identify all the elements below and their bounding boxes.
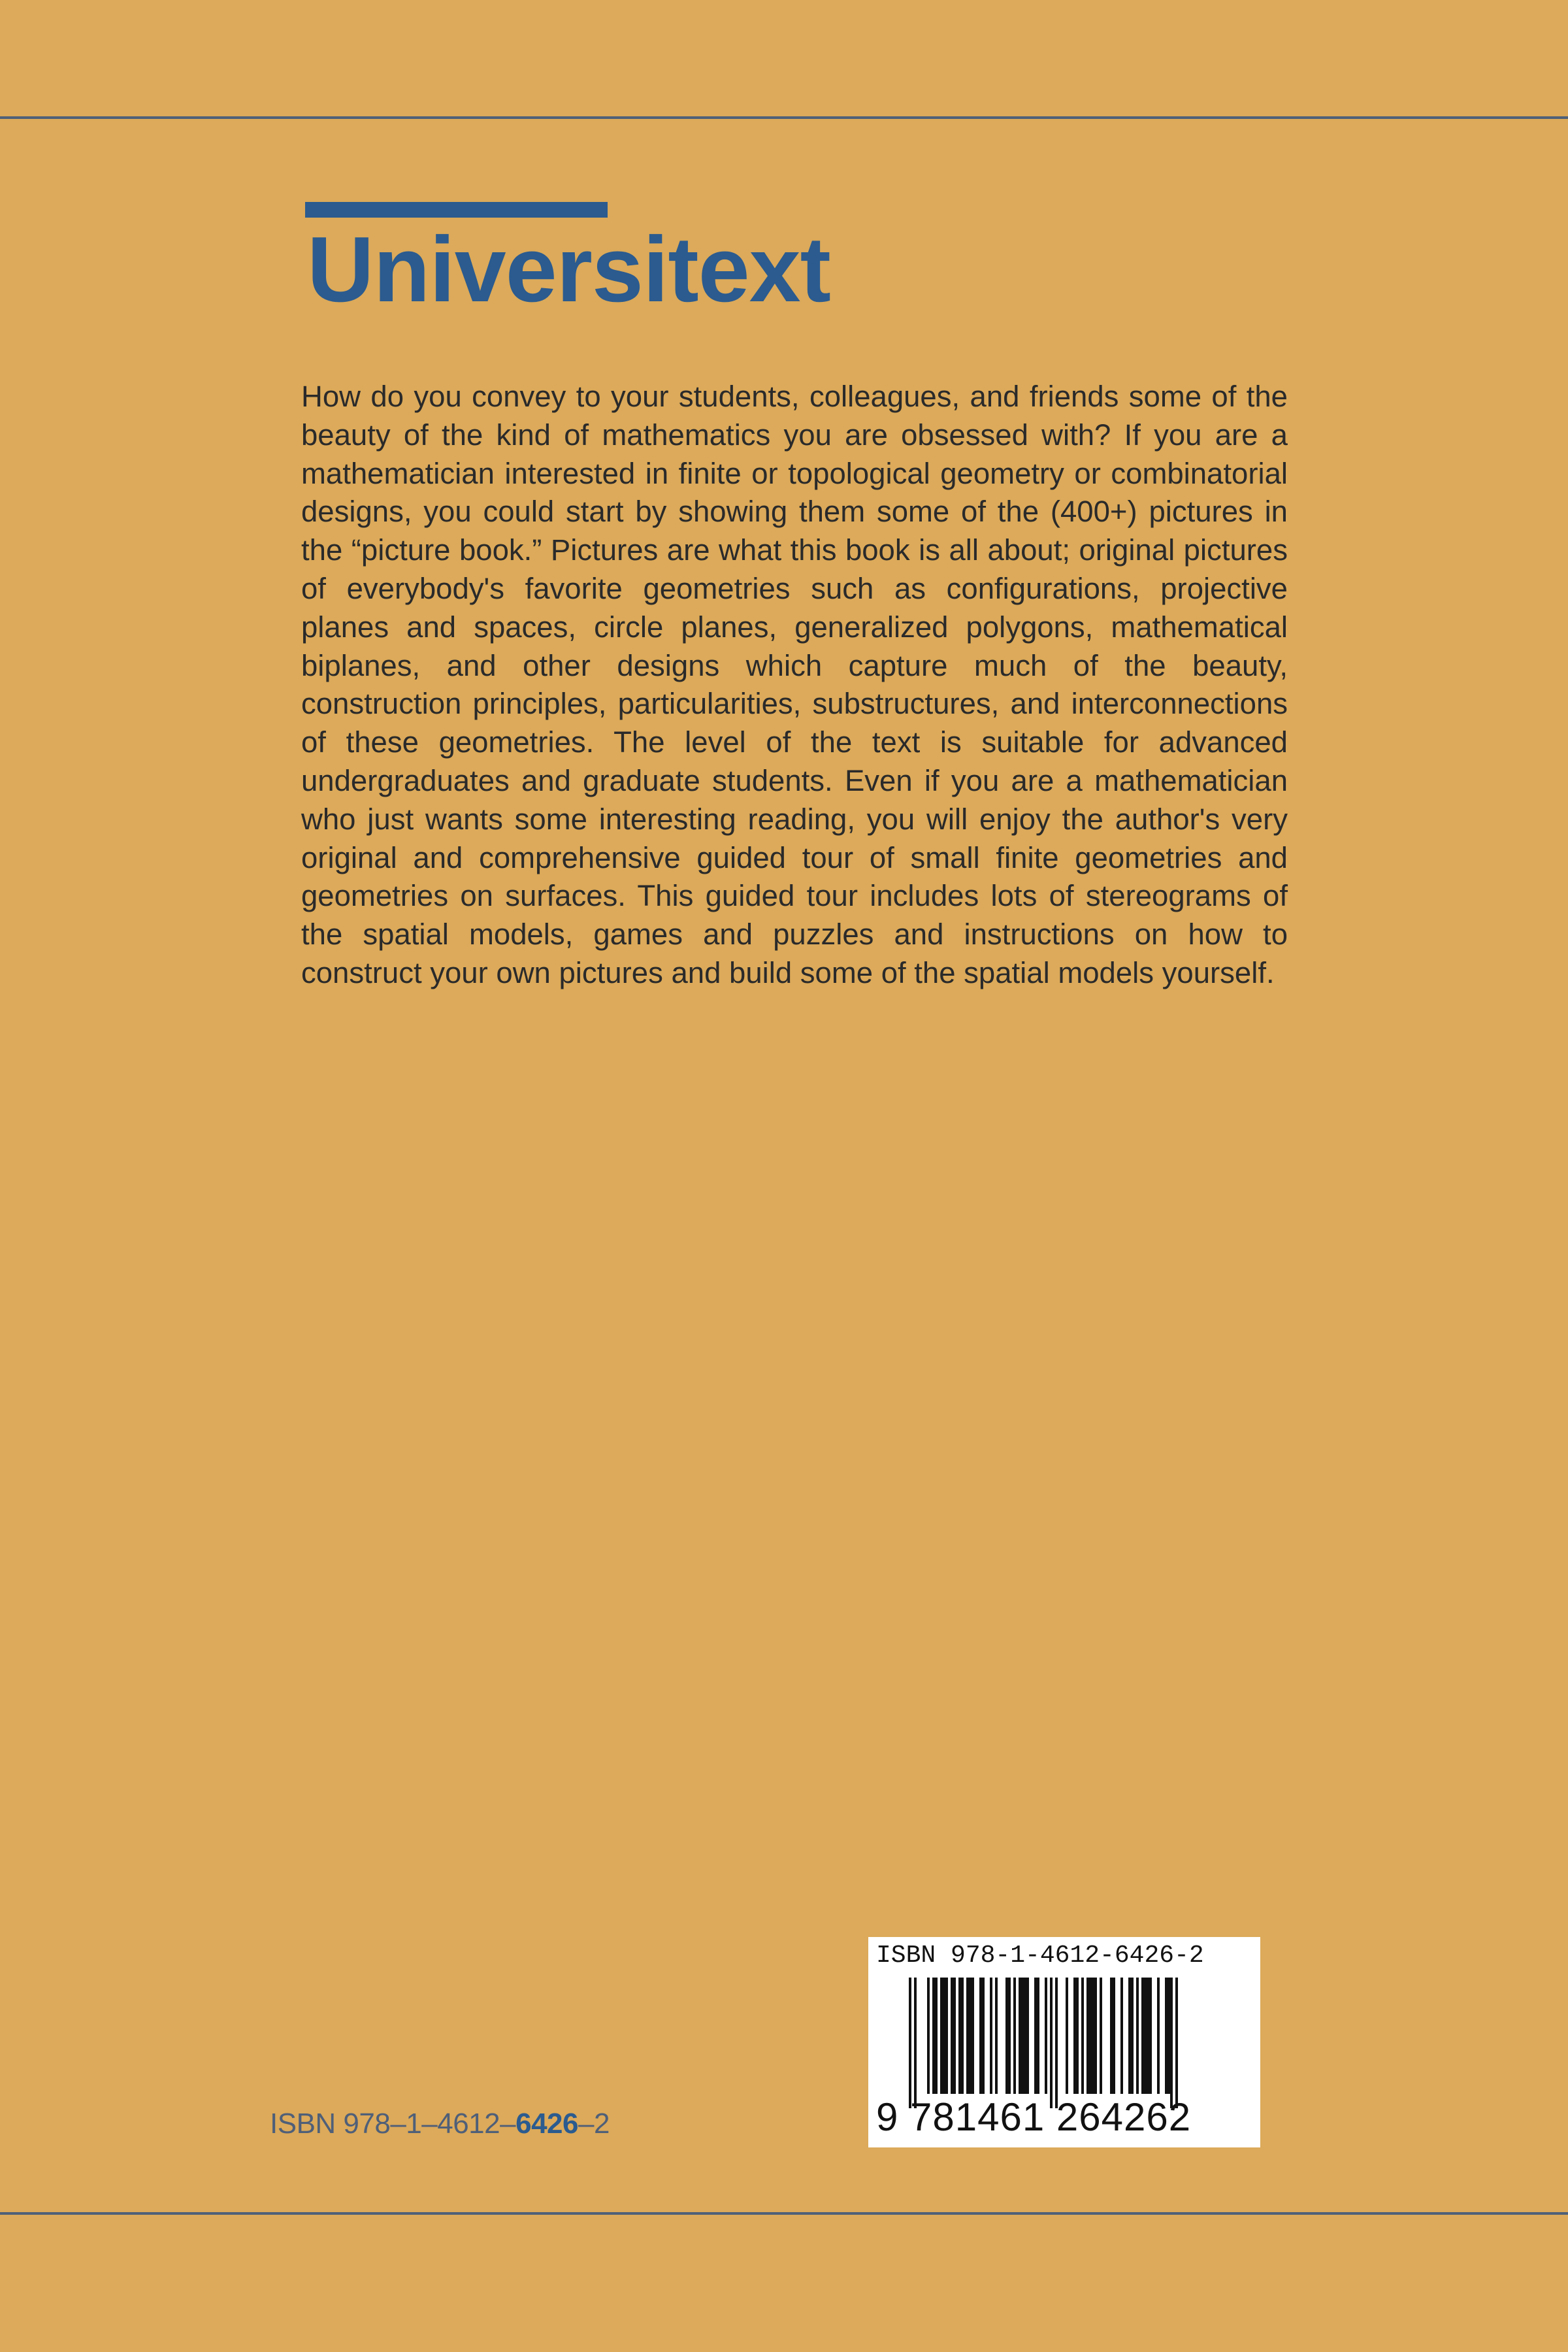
barcode-bar [958, 1978, 964, 2094]
barcode-bar [1136, 1978, 1139, 2094]
barcode-bar [951, 1978, 956, 2094]
barcode-bar [1019, 1978, 1029, 2094]
barcode-bar [1128, 1978, 1134, 2094]
barcode-bar [1013, 1978, 1016, 2094]
barcode-bar [1045, 1978, 1047, 2094]
barcode-bar [1120, 1978, 1123, 2094]
top-rule [0, 116, 1568, 119]
barcode-bar [932, 1978, 938, 2094]
barcode-bar [1034, 1978, 1039, 2094]
barcode-bar [979, 1978, 985, 2094]
barcode-bar [1157, 1978, 1160, 2094]
barcode-label [868, 1937, 1260, 2147]
barcode-bar [1066, 1978, 1068, 2094]
barcode-bar [914, 1978, 917, 2108]
barcode-bar [1073, 1978, 1079, 2094]
isbn-line [270, 2110, 610, 2138]
isbn-suffix: –2 [578, 2108, 610, 2140]
barcode-bar [1165, 1978, 1170, 2094]
barcode-bar [995, 1978, 998, 2094]
barcode-bar [1086, 1978, 1097, 2094]
isbn-prefix: ISBN 978–1–4612– [270, 2108, 516, 2140]
barcode-bar [1170, 1978, 1173, 2108]
barcode-isbn-text: ISBN 978-1-4612-6426-2 [876, 1942, 1204, 1970]
barcode-bar [1055, 1978, 1058, 2108]
barcode-bar [1175, 1978, 1178, 2108]
barcode-bar [940, 1978, 948, 2094]
series-accent-bar [305, 202, 608, 218]
barcode-bar [990, 1978, 992, 2094]
barcode-bar [1050, 1978, 1053, 2108]
isbn-bold-part: 6426 [515, 2108, 578, 2140]
barcode-bar [1141, 1978, 1152, 2094]
bottom-rule [0, 2212, 1568, 2215]
barcode-bar [909, 1978, 911, 2108]
series-title: Universitext [307, 218, 830, 322]
barcode-bar [1110, 1978, 1115, 2094]
back-cover-blurb: How do you convey to your students, colleagues, and friends some of the beauty of the kind of mathematics you are obsessed with? If you are a mathematician interested in finite or topological geometry or combinatorial designs, you could start by showing them some of the (400+) pictures in the “picture book.” Pictures are what this book is all about; original pictures of everybody's favorite geometries such as configurations, projective planes and spaces, circle planes, generalized polygons, mathematical biplanes, and other designs which capture much of the beauty, construction principles, particularities, substructures, and interconnections of these geometries. The level of the text is suitable for advanced undergraduates and graduate students. Even if you are a mathematician who just wants some interesting reading, you will enjoy the author's very original and comprehensive guided tour of small finite geometries and geometries on surfaces. This guided tour includes lots of stereograms of the spatial models, games and puzzles and instructions on how to construct your own pictures and build some of the spatial models yourself. [301, 380, 1288, 989]
barcode-bar [1081, 1978, 1084, 2094]
barcode-bar [1005, 1978, 1011, 2094]
barcode-bar [966, 1978, 974, 2094]
barcode-digits: 9 781461 264262 [876, 2095, 1192, 2139]
barcode-bar [927, 1978, 930, 2094]
barcode-bar [1100, 1978, 1102, 2094]
